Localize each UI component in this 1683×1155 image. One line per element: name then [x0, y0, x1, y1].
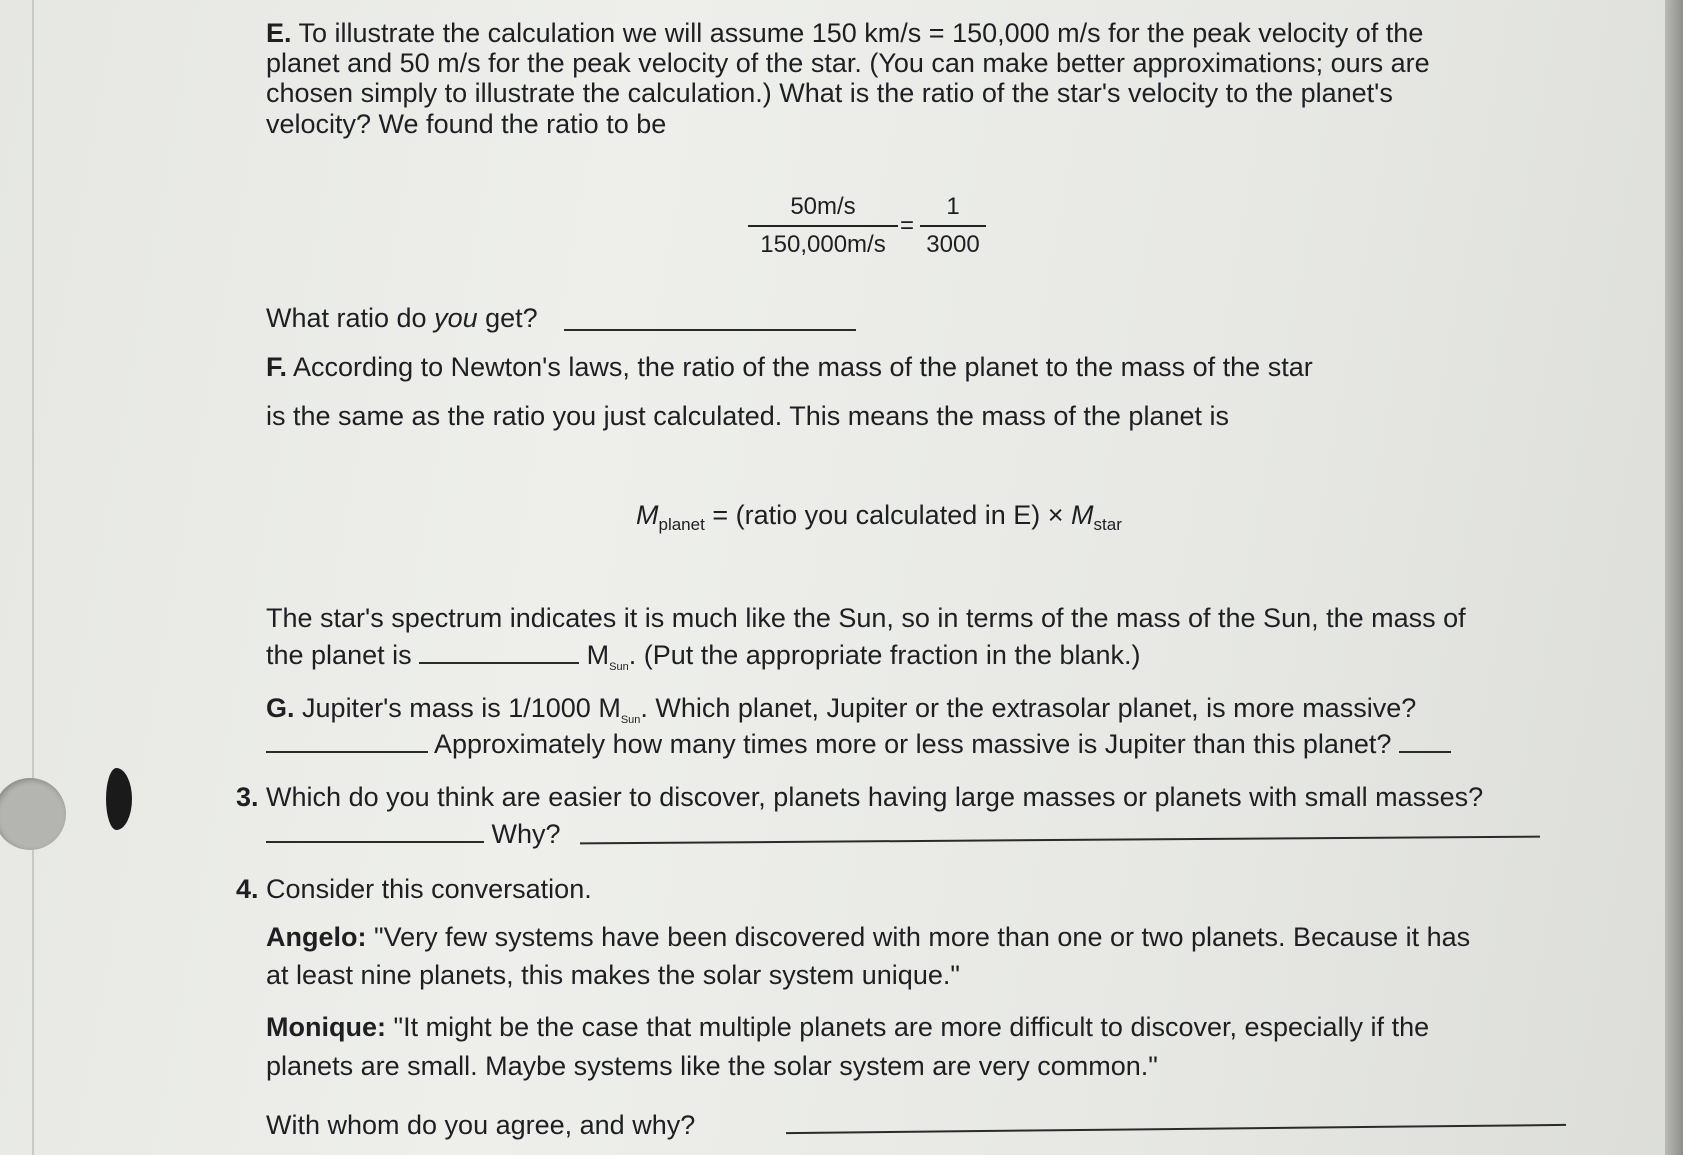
- ratio-answer-blank[interactable]: [564, 329, 856, 331]
- section-e-line-1: [266, 18, 1423, 49]
- ratio-question: [266, 303, 538, 334]
- easier-discover-blank[interactable]: [266, 837, 484, 843]
- equation-m-planet: M: [636, 500, 659, 530]
- m-sun-symbol: M: [586, 640, 610, 670]
- section-g-line-1-post: . Which planet, Jupiter or the extrasolar planet, is more massive?: [640, 693, 1417, 723]
- equation-middle: = (ratio you calculated in E) ×: [704, 500, 1072, 530]
- section-g-line-1-pre: Jupiter's mass is 1/1000 M: [302, 693, 621, 723]
- section-e-line-2: planet and 50 m/s for the peak velocity of the star. (You can make better approximations; ours are: [266, 48, 1430, 78]
- section-e-text-1: To illustrate the calculation we will assume 150 km/s = 150,000 m/s for the peak velocity of the: [298, 18, 1424, 48]
- section-g-subscript: Sun: [620, 714, 641, 726]
- section-g-text-2: Approximately how many times more or less massive is Jupiter than this planet?: [434, 729, 1392, 759]
- fraction-result-denominator: 3000: [926, 231, 980, 258]
- section-e-label: E.: [266, 18, 292, 48]
- section-f-line-3: The star's spectrum indicates it is much like the Sun, so in terms of the mass of the Sun, the mass of: [266, 603, 1466, 633]
- section-f-text-1: According to Newton's laws, the ratio of the mass of the planet to the mass of the star: [293, 352, 1313, 382]
- fraction-denominator: 150,000m/s: [760, 231, 886, 258]
- equation-sub-planet: planet: [658, 515, 705, 534]
- page-edge-shadow: [1665, 0, 1683, 1155]
- equation-sub-star: star: [1093, 515, 1122, 534]
- section-f-label: F.: [266, 352, 288, 382]
- monique-line-1: [266, 1012, 1429, 1043]
- angelo-line-2: at least nine planets, this makes the solar system unique.": [266, 960, 960, 990]
- fraction-result-numerator: 1: [920, 193, 986, 227]
- m-sun-subscript: Sun: [609, 661, 629, 673]
- section-f-line-1: [266, 352, 1313, 383]
- fraction-numerator: 50m/s: [748, 193, 898, 227]
- ratio-question-emphasis: you: [434, 303, 478, 333]
- section-e-line-3: chosen simply to illustrate the calculation.) What is the ratio of the star's velocity to the planet's: [266, 78, 1393, 108]
- mass-equation: [636, 500, 1122, 540]
- angelo-name: Angelo:: [266, 922, 367, 952]
- section-g-label: G.: [266, 693, 295, 723]
- section-g-line-2: [266, 729, 1451, 760]
- binder-hole: [0, 778, 66, 850]
- section-f-line-4: [266, 640, 1141, 683]
- monique-line-2: planets are small. Maybe systems like the solar system are very common.": [266, 1051, 1158, 1081]
- section-f-line-4-post: . (Put the appropriate fraction in the blank.): [628, 640, 1141, 670]
- question-3-text: Which do you think are easier to discover, planets having large masses or planets with small masses?: [266, 782, 1484, 812]
- question-3-line-1: [236, 782, 1483, 813]
- margin-line: [32, 0, 34, 1155]
- angelo-line-1: [266, 922, 1470, 953]
- ratio-question-pre: What ratio do: [266, 303, 435, 333]
- binder-hole-shadow: [106, 768, 132, 830]
- question-3-number: 3.: [236, 782, 259, 812]
- agree-question: With whom do you agree, and why?: [266, 1110, 696, 1140]
- times-massive-blank[interactable]: [1399, 747, 1451, 753]
- question-4-intro: Consider this conversation.: [266, 874, 592, 904]
- section-e-line-4: velocity? We found the ratio to be: [266, 109, 667, 139]
- equals-sign: =: [900, 212, 915, 239]
- mass-answer-blank[interactable]: [419, 658, 579, 664]
- section-f-line-2: is the same as the ratio you just calculated. This means the mass of the planet is: [266, 401, 1229, 431]
- monique-quote-1: "It might be the case that multiple planets are more difficult to discover, especially if the: [385, 1012, 1430, 1042]
- ratio-question-post: get?: [477, 303, 538, 333]
- why-answer-line[interactable]: [580, 836, 1540, 845]
- question-3-why: Why?: [491, 819, 561, 849]
- massive-planet-blank[interactable]: [266, 747, 428, 753]
- fraction-result: [920, 193, 986, 259]
- question-3-line-2: [266, 819, 561, 850]
- angelo-quote-1: "Very few systems have been discovered with more than one or two planets. Because it has: [366, 922, 1471, 952]
- agree-answer-line[interactable]: [786, 1124, 1566, 1134]
- section-f-line-4-pre: the planet is: [266, 640, 412, 670]
- equation-m-star: M: [1071, 500, 1094, 530]
- fraction-velocity: [748, 193, 898, 259]
- question-4-line-1: [236, 874, 592, 905]
- question-4-number: 4.: [236, 874, 259, 904]
- monique-name: Monique:: [266, 1012, 386, 1042]
